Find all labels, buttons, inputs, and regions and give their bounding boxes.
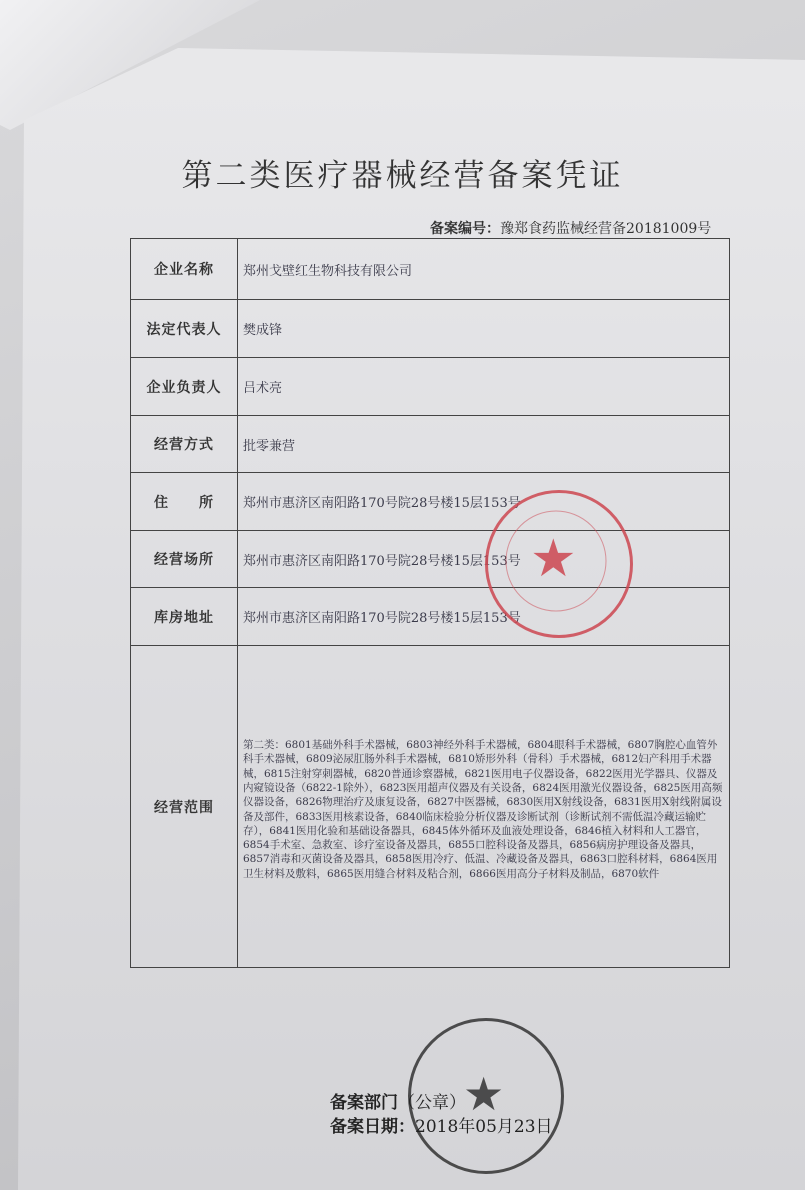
record-number-label: 备案编号： (430, 221, 500, 237)
company-name-label: 企业名称 (131, 239, 238, 300)
table-row (131, 416, 730, 473)
seal-star-icon: ★ (530, 529, 577, 589)
enterprise-head-value: 吕术亮 (238, 358, 730, 416)
company-seal (485, 490, 633, 638)
residence-value: 郑州市惠济区南阳路170号院28号楼15层153号 (238, 473, 730, 531)
business-mode-value: 批零兼营 (238, 416, 730, 473)
filing-date-value: 2018年05月23日 (415, 1117, 553, 1137)
table-row (131, 531, 730, 588)
filing-date-label: 备案日期： (330, 1117, 415, 1137)
business-scope-label: 经营范围 (131, 646, 238, 968)
filing-department-line (330, 1088, 466, 1113)
seal-star-icon: ★ (463, 1067, 505, 1121)
filing-department-label: 备案部门 (330, 1093, 398, 1113)
warehouse-address-value: 郑州市惠济区南阳路170号院28号楼15层153号 (238, 588, 730, 646)
business-premises-label: 经营场所 (131, 531, 238, 588)
certificate-table (130, 238, 730, 968)
record-number-value: 豫郑食药监械经营备20181009号 (500, 221, 712, 237)
warehouse-address-label: 库房地址 (131, 588, 238, 646)
enterprise-head-label: 企业负责人 (131, 358, 238, 416)
table-row (131, 300, 730, 358)
table-row (131, 358, 730, 416)
legal-representative-value: 樊成锋 (238, 300, 730, 358)
residence-label: 住 所 (131, 473, 238, 531)
table-row (131, 473, 730, 531)
business-mode-label: 经营方式 (131, 416, 238, 473)
legal-representative-label: 法定代表人 (131, 300, 238, 358)
business-scope-value: 第二类：6801基础外科手术器械，6803神经外科手术器械，6804眼科手术器械，6807胸腔心血管外科手术器械，6809泌尿肛肠外科手术器械，6810矫形外科（骨科）手术器械，6812妇产科用手术器械，6815注射穿刺器械，6820普通诊察器械，6821医用电子仪器设备，6822医用光学器具、仪器及内窥镜设备（6822-1除外），6823医用超声仪器及有关设备，6824医用激光仪器设备，6825医用高频仪器设备，6826物理治疗及康复设备，6827中医器械，6830医用X射线设备，6831医用X射线附属设备及部件，6833医用核素设备，6840临床检验分析仪器及诊断试剂（诊断试剂不需低温冷藏运输贮存），6841医用化验和基础设备器具，6845体外循环及血液处理设备，6846植入材料和人工器官，6854手术室、急救室、诊疗室设备及器具，6855口腔科设备及器具，6856病房护理设备及器具，6857消毒和灭菌设备及器具，6858医用冷疗、低温、冷藏设备及器具，6863口腔科材料，6864医用卫生材料及敷料，6865医用缝合材料及粘合剂，6866医用高分子材料及制品，6870软件 (238, 646, 730, 968)
filing-date-line (330, 1112, 553, 1137)
company-name-value: 郑州戈壁红生物科技有限公司 (238, 239, 730, 300)
certificate-title: 第二类医疗器械经营备案凭证 (181, 158, 624, 194)
table-row (131, 588, 730, 646)
business-premises-value: 郑州市惠济区南阳路170号院28号楼15层153号 (238, 531, 730, 588)
table-row (131, 646, 730, 968)
filing-department-value: （公章） (398, 1093, 466, 1113)
table-row (131, 239, 730, 300)
record-number-line (430, 218, 711, 238)
